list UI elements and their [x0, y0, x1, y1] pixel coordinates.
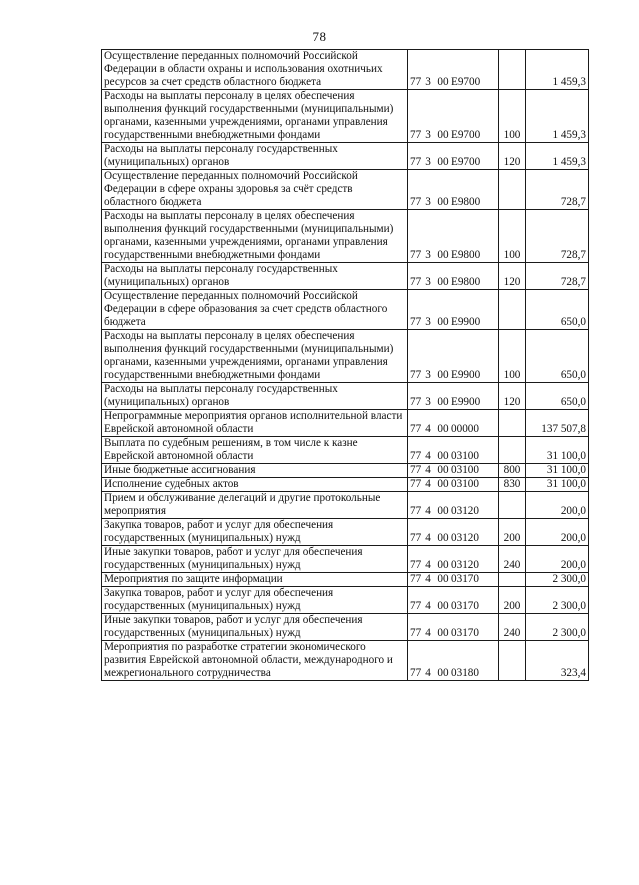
amount-cell: 1 459,3 [526, 50, 589, 90]
table-row [102, 290, 589, 330]
code-subprogram: 4 [425, 627, 431, 639]
expense-name-cell: Расходы на выплаты персоналу в целях обеспечения выполнения функций государственными (муниципальными) органами, казенными учреждениями, органами управления государственными внебюджетными фондами [102, 210, 408, 263]
code-item: 03100 [451, 478, 479, 490]
expense-name-cell: Осуществление переданных полномочий Российской Федерации в сфере образования за счет средств областного бюджета [102, 290, 408, 330]
expense-type-cell: 120 [499, 263, 526, 290]
expense-type-cell [499, 492, 526, 519]
code-item: 03180 [451, 667, 479, 679]
expense-type-cell: 100 [499, 210, 526, 263]
code-program: 77 [410, 369, 422, 381]
code-subprogram: 3 [425, 396, 431, 408]
table-row [102, 478, 589, 492]
target-article-code-cell [408, 478, 499, 492]
table-row [102, 546, 589, 573]
table-row [102, 143, 589, 170]
expense-name-cell: Расходы на выплаты персоналу государственных (муниципальных) органов [102, 143, 408, 170]
code-group: 00 [437, 559, 449, 571]
amount-cell: 200,0 [526, 546, 589, 573]
code-item: 03100 [451, 464, 479, 476]
expense-type-cell [499, 573, 526, 587]
code-group: 00 [437, 316, 449, 328]
code-item: Е9700 [451, 129, 481, 141]
table-row [102, 383, 589, 410]
target-article-code-cell [408, 143, 499, 170]
target-article-code-cell [408, 383, 499, 410]
amount-cell: 728,7 [526, 170, 589, 210]
amount-cell: 2 300,0 [526, 614, 589, 641]
code-item: 00000 [451, 423, 479, 435]
amount-cell: 31 100,0 [526, 478, 589, 492]
table-row [102, 614, 589, 641]
code-program: 77 [410, 249, 422, 261]
code-group: 00 [437, 249, 449, 261]
table-row [102, 330, 589, 383]
target-article-code-cell [408, 410, 499, 437]
amount-cell: 200,0 [526, 492, 589, 519]
expense-type-cell: 120 [499, 143, 526, 170]
code-group: 00 [437, 478, 449, 490]
amount-cell: 31 100,0 [526, 464, 589, 478]
code-item: Е9800 [451, 249, 481, 261]
code-group: 00 [437, 667, 449, 679]
code-group: 00 [437, 627, 449, 639]
expense-name-cell: Прием и обслуживание делегаций и другие протокольные мероприятия [102, 492, 408, 519]
expense-type-cell: 240 [499, 614, 526, 641]
target-article-code-cell [408, 464, 499, 478]
code-program: 77 [410, 478, 422, 490]
code-item: Е9900 [451, 316, 481, 328]
target-article-code-cell [408, 614, 499, 641]
code-program: 77 [410, 396, 422, 408]
code-subprogram: 4 [425, 423, 431, 435]
amount-cell: 200,0 [526, 519, 589, 546]
code-group: 00 [437, 156, 449, 168]
code-program: 77 [410, 276, 422, 288]
target-article-code-cell [408, 210, 499, 263]
expense-type-cell: 200 [499, 587, 526, 614]
code-program: 77 [410, 505, 422, 517]
table-row [102, 641, 589, 681]
expense-name-cell: Мероприятия по разработке стратегии экономического развития Еврейской автономной области, международного и межрегионального сотрудничества [102, 641, 408, 681]
code-subprogram: 3 [425, 129, 431, 141]
expense-name-cell: Иные бюджетные ассигнования [102, 464, 408, 478]
amount-cell: 1 459,3 [526, 90, 589, 143]
code-subprogram: 3 [425, 76, 431, 88]
code-program: 77 [410, 464, 422, 476]
amount-cell: 2 300,0 [526, 587, 589, 614]
code-subprogram: 4 [425, 600, 431, 612]
target-article-code-cell [408, 492, 499, 519]
expense-type-cell: 100 [499, 90, 526, 143]
expense-type-cell [499, 437, 526, 464]
expense-name-cell: Осуществление переданных полномочий Российской Федерации в сфере охраны здоровья за счёт средств областного бюджета [102, 170, 408, 210]
code-item: 03170 [451, 627, 479, 639]
target-article-code-cell [408, 330, 499, 383]
amount-cell: 1 459,3 [526, 143, 589, 170]
code-group: 00 [437, 369, 449, 381]
code-program: 77 [410, 667, 422, 679]
budget-table [101, 49, 589, 681]
expense-name-cell: Расходы на выплаты персоналу в целях обеспечения выполнения функций государственными (муниципальными) органами, казенными учреждениями, органами управления государственными внебюджетными фондами [102, 90, 408, 143]
code-subprogram: 4 [425, 573, 431, 585]
target-article-code-cell [408, 573, 499, 587]
code-group: 00 [437, 76, 449, 88]
amount-cell: 323,4 [526, 641, 589, 681]
code-subprogram: 3 [425, 369, 431, 381]
table-row [102, 464, 589, 478]
expense-type-cell [499, 410, 526, 437]
code-subprogram: 3 [425, 196, 431, 208]
code-group: 00 [437, 600, 449, 612]
expense-name-cell: Закупка товаров, работ и услуг для обеспечения государственных (муниципальных) нужд [102, 587, 408, 614]
table-row [102, 492, 589, 519]
target-article-code-cell [408, 641, 499, 681]
target-article-code-cell [408, 519, 499, 546]
code-group: 00 [437, 505, 449, 517]
code-group: 00 [437, 423, 449, 435]
code-item: Е9900 [451, 369, 481, 381]
code-item: 03170 [451, 573, 479, 585]
expense-name-cell: Иные закупки товаров, работ и услуг для обеспечения государственных (муниципальных) нужд [102, 546, 408, 573]
code-program: 77 [410, 600, 422, 612]
table-row [102, 50, 589, 90]
expense-type-cell: 800 [499, 464, 526, 478]
expense-type-cell: 200 [499, 519, 526, 546]
table-row [102, 90, 589, 143]
expense-name-cell: Мероприятия по защите информации [102, 573, 408, 587]
expense-type-cell [499, 170, 526, 210]
code-subprogram: 4 [425, 450, 431, 462]
amount-cell: 650,0 [526, 290, 589, 330]
code-program: 77 [410, 76, 422, 88]
code-program: 77 [410, 573, 422, 585]
code-item: 03120 [451, 505, 479, 517]
expense-name-cell: Закупка товаров, работ и услуг для обеспечения государственных (муниципальных) нужд [102, 519, 408, 546]
table-row [102, 573, 589, 587]
table-row [102, 170, 589, 210]
expense-type-cell: 120 [499, 383, 526, 410]
code-program: 77 [410, 196, 422, 208]
code-item: 03120 [451, 532, 479, 544]
code-group: 00 [437, 396, 449, 408]
expense-name-cell: Исполнение судебных актов [102, 478, 408, 492]
target-article-code-cell [408, 546, 499, 573]
code-subprogram: 4 [425, 505, 431, 517]
code-subprogram: 4 [425, 464, 431, 476]
table-row [102, 210, 589, 263]
table-row [102, 410, 589, 437]
amount-cell: 650,0 [526, 330, 589, 383]
expense-name-cell: Расходы на выплаты персоналу государственных (муниципальных) органов [102, 383, 408, 410]
expense-type-cell: 100 [499, 330, 526, 383]
table-row [102, 519, 589, 546]
code-group: 00 [437, 573, 449, 585]
amount-cell: 2 300,0 [526, 573, 589, 587]
code-item: 03120 [451, 559, 479, 571]
target-article-code-cell [408, 90, 499, 143]
code-item: Е9800 [451, 196, 481, 208]
target-article-code-cell [408, 263, 499, 290]
amount-cell: 137 507,8 [526, 410, 589, 437]
code-program: 77 [410, 423, 422, 435]
expense-name-cell: Расходы на выплаты персоналу государственных (муниципальных) органов [102, 263, 408, 290]
expense-name-cell: Непрограммные мероприятия органов исполнительной власти Еврейской автономной области [102, 410, 408, 437]
expense-name-cell: Выплата по судебным решениям, в том числе к казне Еврейской автономной области [102, 437, 408, 464]
expense-name-cell: Расходы на выплаты персоналу в целях обеспечения выполнения функций государственными (муниципальными) органами, казенными учреждениями, органами управления государственными внебюджетными фондами [102, 330, 408, 383]
amount-cell: 728,7 [526, 210, 589, 263]
page-number: 78 [312, 29, 327, 44]
code-item: 03100 [451, 450, 479, 462]
code-subprogram: 4 [425, 478, 431, 490]
code-item: Е9900 [451, 396, 481, 408]
table-row [102, 587, 589, 614]
target-article-code-cell [408, 170, 499, 210]
expense-type-cell [499, 50, 526, 90]
code-subprogram: 3 [425, 249, 431, 261]
expense-type-cell: 240 [499, 546, 526, 573]
code-program: 77 [410, 532, 422, 544]
code-program: 77 [410, 627, 422, 639]
expense-type-cell [499, 641, 526, 681]
code-program: 77 [410, 129, 422, 141]
code-program: 77 [410, 316, 422, 328]
expense-type-cell [499, 290, 526, 330]
amount-cell: 650,0 [526, 383, 589, 410]
code-group: 00 [437, 532, 449, 544]
amount-cell: 31 100,0 [526, 437, 589, 464]
code-subprogram: 3 [425, 156, 431, 168]
code-item: 03170 [451, 600, 479, 612]
code-program: 77 [410, 559, 422, 571]
table-row [102, 263, 589, 290]
code-group: 00 [437, 464, 449, 476]
code-group: 00 [437, 276, 449, 288]
code-program: 77 [410, 450, 422, 462]
target-article-code-cell [408, 50, 499, 90]
target-article-code-cell [408, 587, 499, 614]
code-group: 00 [437, 196, 449, 208]
code-subprogram: 3 [425, 316, 431, 328]
code-subprogram: 4 [425, 559, 431, 571]
expense-name-cell: Иные закупки товаров, работ и услуг для обеспечения государственных (муниципальных) нужд [102, 614, 408, 641]
code-group: 00 [437, 129, 449, 141]
target-article-code-cell [408, 437, 499, 464]
code-item: Е9800 [451, 276, 481, 288]
code-item: Е9700 [451, 76, 481, 88]
budget-table-body [102, 50, 589, 681]
code-group: 00 [437, 450, 449, 462]
amount-cell: 728,7 [526, 263, 589, 290]
code-subprogram: 4 [425, 532, 431, 544]
code-subprogram: 3 [425, 276, 431, 288]
target-article-code-cell [408, 290, 499, 330]
code-item: Е9700 [451, 156, 481, 168]
code-subprogram: 4 [425, 667, 431, 679]
expense-name-cell: Осуществление переданных полномочий Российской Федерации в области охраны и использования охотничьих ресурсов за счет средств областного бюджета [102, 50, 408, 90]
table-row [102, 437, 589, 464]
code-program: 77 [410, 156, 422, 168]
expense-type-cell: 830 [499, 478, 526, 492]
